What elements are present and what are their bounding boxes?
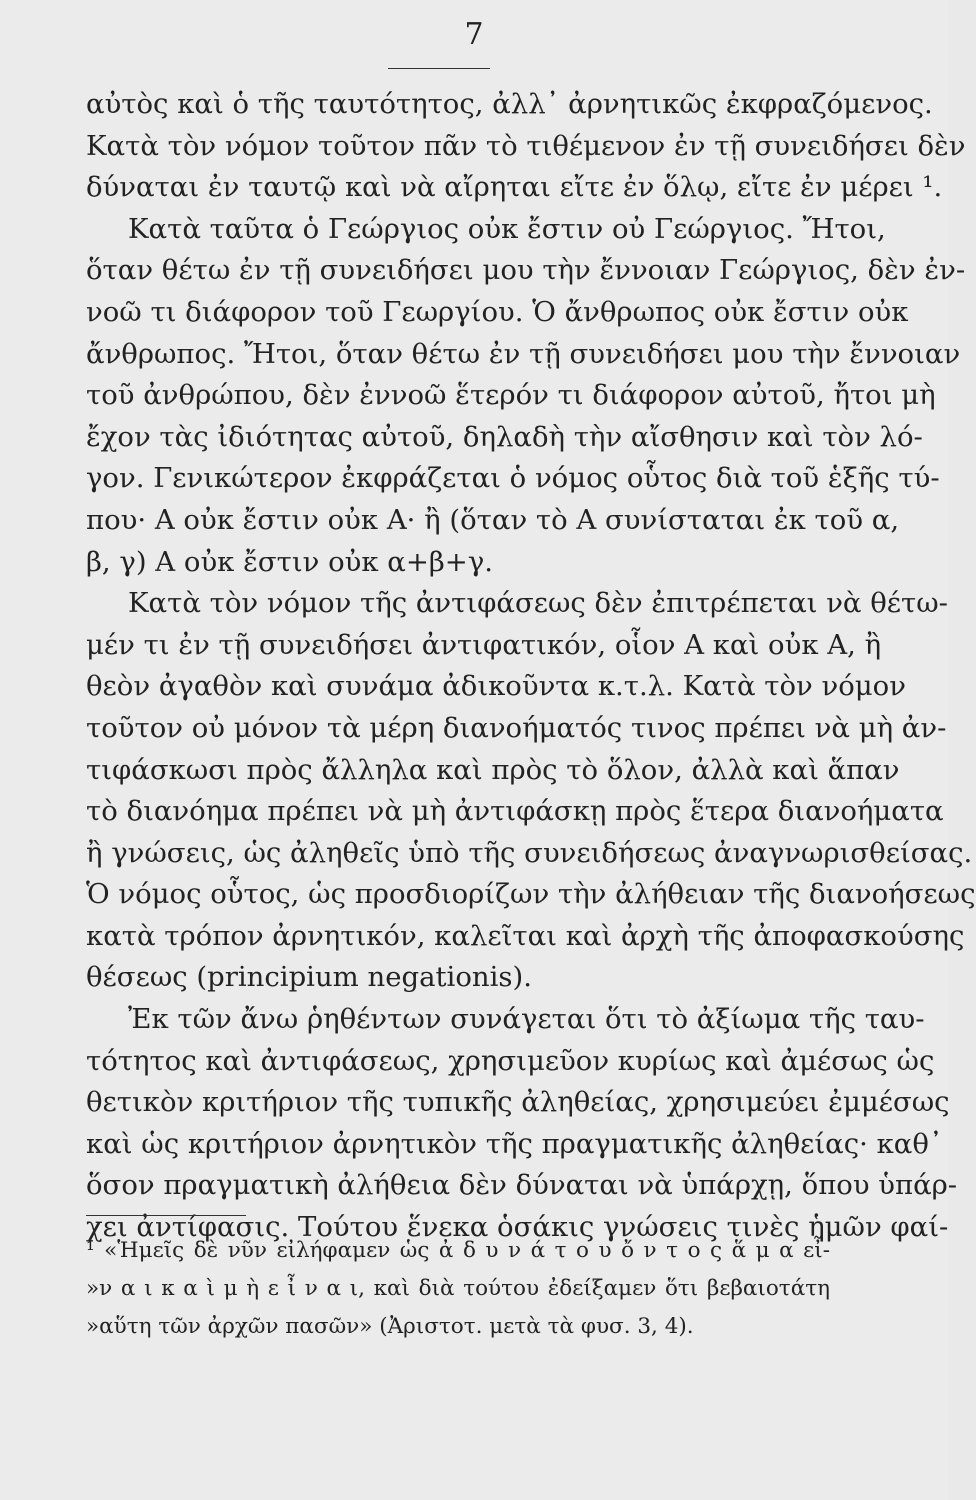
footnote-line: »ν α ι κ α ὶ μ ὴ ε ἶ ν α ι, καὶ διὰ τούτου ἐδείξαμεν ὅτι βεβαιοτάτη <box>86 1276 830 1301</box>
text-line: τότητος καὶ ἀντιφάσεως, χρησιμεῦον κυρίως καὶ ἀμέσως ὡς <box>86 1044 935 1077</box>
text-line: ἄνθρωπος. Ἤτοι, ὅταν θέτω ἐν τῇ συνειδήσει μου τὴν ἔννοιαν <box>86 337 961 370</box>
footnote-line: ¹ «Ἡμεῖς δὲ νῦν εἰλήφαμεν ὡς ἀ δ υ ν ά τ ο υ ὄ ν τ ο ς ἅ μ α εἶ- <box>86 1238 830 1263</box>
text-line: Ἐκ τῶν ἄνω ῥηθέντων συνάγεται ὅτι τὸ ἀξίωμα τῆς ταυ- <box>128 1003 925 1036</box>
text-line: ἢ γνώσεις, ὡς ἀληθεῖς ὑπὸ τῆς συνειδήσεως ἀναγνωρισθείσας. <box>86 836 973 869</box>
text-line: θεὸν ἀγαθὸν καὶ συνάμα ἀδικοῦντα κ.τ.λ. Κατὰ τὸν νόμον <box>86 670 906 703</box>
text-line: τὸ διανόημα πρέπει νὰ μὴ ἀντιφάσκῃ πρὸς ἕτερα διανοήματα <box>86 795 944 828</box>
text-line: που· Α οὐκ ἔστιν οὐκ Α· ἢ (ὅταν τὸ Α συνίσταται ἐκ τοῦ α, <box>86 503 900 536</box>
page-number: 7 <box>464 17 484 52</box>
text-line: Κατὰ τὸν νόμον τῆς ἀντιφάσεως δὲν ἐπιτρέπεται νὰ θέτω- <box>128 587 948 620</box>
text-line: τιφάσκωσι πρὸς ἄλληλα καὶ πρὸς τὸ ὅλον, ἀλλὰ καὶ ἅπαν <box>86 753 900 786</box>
text-line: μέν τι ἐν τῇ συνειδήσει ἀντιφατικόν, οἷον Α καὶ οὐκ Α, ἢ <box>86 628 882 661</box>
footnote-rule <box>86 1215 246 1216</box>
text-line: θέσεως (principium negationis). <box>86 961 532 994</box>
text-line: τοῦ ἀνθρώπου, δὲν ἐννοῶ ἕτερόν τι διάφορον αὐτοῦ, ἤτοι μὴ <box>86 379 936 412</box>
header-rule <box>388 68 490 69</box>
text-line: νοῶ τι διάφορον τοῦ Γεωργίου. Ὁ ἄνθρωπος οὐκ ἔστιν οὐκ <box>86 295 909 328</box>
text-line: γον. Γενικώτερον ἐκφράζεται ὁ νόμος οὗτος διὰ τοῦ ἑξῆς τύ- <box>86 462 940 495</box>
text-line: Κατὰ τὸν νόμον τοῦτον πᾶν τὸ τιθέμενον ἐν τῇ συνειδήσει δὲν <box>86 129 966 162</box>
text-line: χει ἀντίφασις. Τούτου ἕνεκα ὁσάκις γνώσεις τινὲς ἡμῶν φαί- <box>86 1211 949 1244</box>
text-line: ὅσον πραγματικὴ ἀλήθεια δὲν δύναται νὰ ὑπάρχῃ, ὅπου ὑπάρ- <box>86 1169 958 1202</box>
text-line: Ὁ νόμος οὗτος, ὡς προσδιορίζων τὴν ἀλήθειαν τῆς διανοήσεως <box>86 878 976 911</box>
text-line: κατὰ τρόπον ἀρνητικόν, καλεῖται καὶ ἀρχὴ τῆς ἀποφασκούσης <box>86 919 965 952</box>
text-line: Κατὰ ταῦτα ὁ Γεώργιος οὐκ ἔστιν οὐ Γεώργιος. Ἤτοι, <box>128 212 886 245</box>
footnotes <box>86 1232 830 1346</box>
text-line: δύναται ἐν ταυτῷ καὶ νὰ αἴρηται εἴτε ἐν ὅλῳ, εἴτε ἐν μέρει ¹. <box>86 171 943 204</box>
footnote-line: »αὕτη τῶν ἀρχῶν πασῶν» (Ἀριστοτ. μετὰ τὰ φυσ. 3, 4). <box>86 1314 694 1339</box>
text-line: τοῦτον οὐ μόνον τὰ μέρη διανοήματός τινος πρέπει νὰ μὴ ἀν- <box>86 711 947 744</box>
body-text <box>86 84 976 1249</box>
text-line: ὅταν θέτω ἐν τῇ συνειδήσει μου τὴν ἔννοιαν Γεώργιος, δὲν ἐν- <box>86 254 966 287</box>
text-line: αὐτὸς καὶ ὁ τῆς ταυτότητος, ἀλλ᾽ ἀρνητικῶς ἐκφραζόμενος. <box>86 88 933 120</box>
text-line: θετικὸν κριτήριον τῆς τυπικῆς ἀληθείας, χρησιμεύει ἐμμέσως <box>86 1086 950 1119</box>
text-line: β, γ) Α οὐκ ἔστιν οὐκ α+β+γ. <box>86 545 494 578</box>
text-line: καὶ ὡς κριτήριον ἀρνητικὸν τῆς πραγματικῆς ἀληθείας· καθ᾽ <box>86 1127 943 1160</box>
text-line: ἔχον τὰς ἰδιότητας αὐτοῦ, δηλαδὴ τὴν αἴσθησιν καὶ τὸν λό- <box>86 420 923 453</box>
